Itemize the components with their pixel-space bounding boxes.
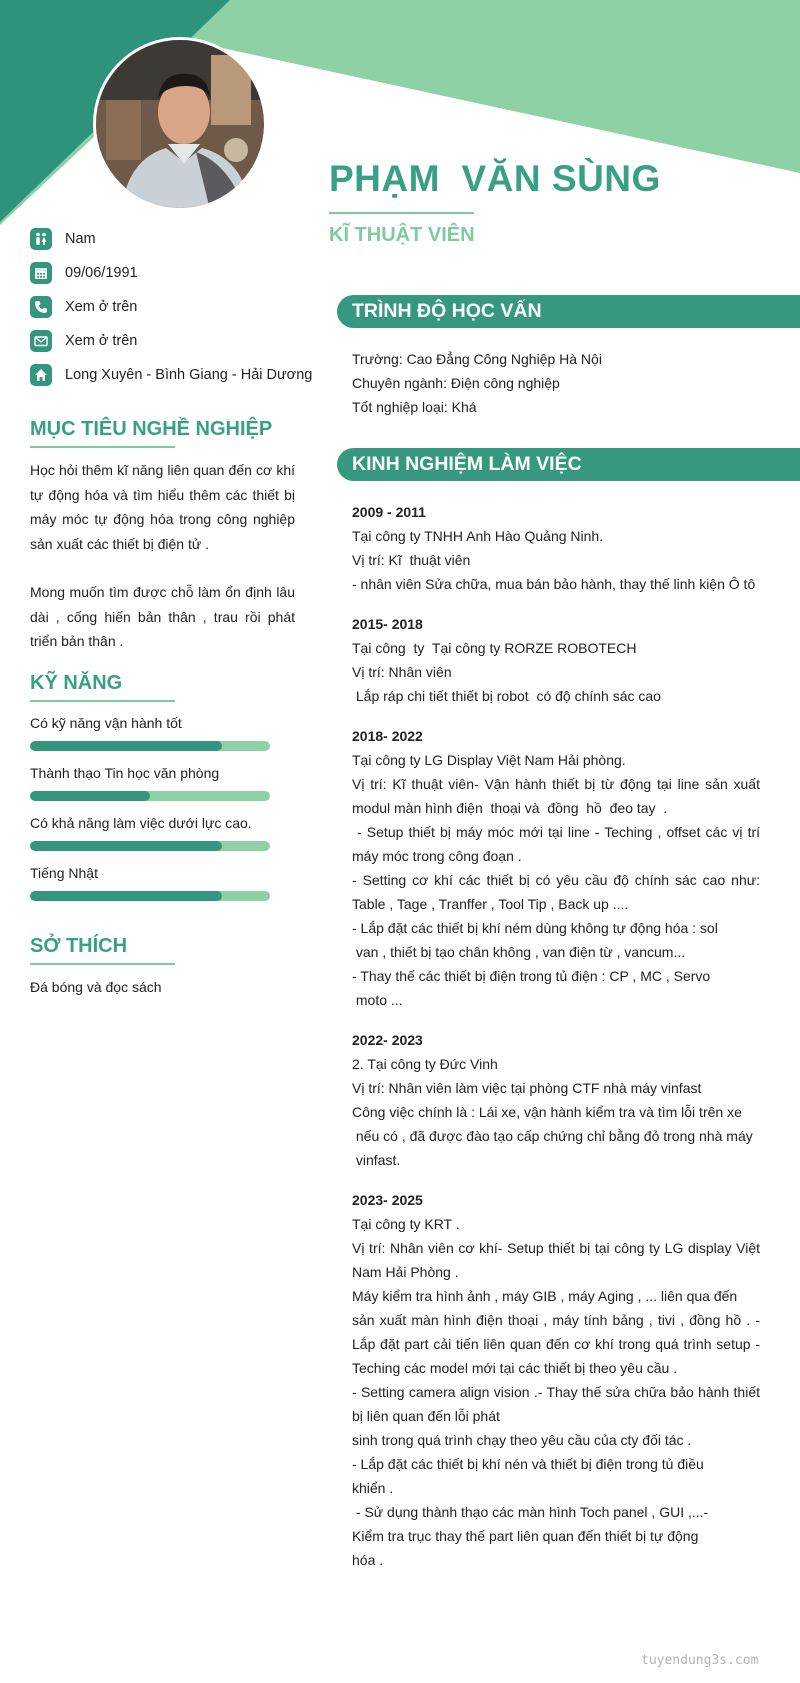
education-header: TRÌNH ĐỘ HỌC VẤN — [337, 295, 800, 328]
job-line: - Setup thiết bị máy móc mới tại line - Teching , offset các vị trí máy móc trong công đoạn . — [352, 824, 764, 864]
hobbies-text: Đá bóng và đọc sách — [30, 979, 162, 995]
job-line: hóa . — [352, 1552, 384, 1568]
job-line: Kiểm tra trục thay thế part liên quan đến thiết bị tự động — [352, 1528, 699, 1544]
experience-entry — [352, 500, 760, 596]
job-line: - Lắp đặt các thiết bị khí nén và thiết bị điện trong tủ điều — [352, 1456, 704, 1472]
contact-gender — [30, 222, 320, 256]
job-line: Vị trí: Nhân viên — [352, 664, 452, 680]
calendar-icon — [30, 262, 52, 284]
contact-email — [30, 324, 320, 358]
skill-item — [30, 863, 270, 913]
home-icon — [30, 364, 52, 386]
education-major: Chuyên ngành: Điện công nghiệp — [352, 375, 560, 391]
job-line: Vị trí: Nhân viên cơ khí- Setup thiết bị tại công ty LG display Việt Nam Hải Phòng . — [352, 1240, 764, 1280]
job-line: 2. Tại công ty Đức Vinh — [352, 1056, 498, 1072]
profile-photo — [93, 37, 267, 211]
skills-list — [30, 713, 270, 913]
skill-bar-fill — [30, 741, 222, 751]
job-line: - nhân viên Sửa chữa, mua bán bảo hành, thay thế linh kiện Ô tô — [352, 576, 756, 592]
skills-title: KỸ NĂNG — [30, 672, 123, 694]
contact-phone — [30, 290, 320, 324]
skill-bar — [30, 891, 270, 901]
job-line: nếu có , đã được đào tạo cấp chứng chỉ bằng đỏ trong nhà máy — [352, 1128, 753, 1144]
experience-entry — [352, 1188, 764, 1572]
job-line: Vị trí: Kĩ thuật viên- Vận hành thiết bị từ động tại line sản xuất modul màn hình điện thoại và đồng hồ đeo tay . — [352, 776, 764, 816]
objective-text-2: Mong muốn tìm được chỗ làm ổn định lâu dài , cống hiến bản thân , trau rồi phát triển bản thân . — [30, 584, 295, 649]
job-line: - Setting cơ khí các thiết bị có yêu cầu độ chính sác cao như: Table , Tage , Tranffer , Tool Tip , Back up .... — [352, 872, 764, 912]
job-line: - Sử dụng thành thạo các màn hình Toch panel , GUI ,...- — [352, 1504, 709, 1520]
job-line: moto ... — [352, 992, 403, 1008]
contact-email-text: Xem ở trên — [65, 333, 138, 349]
skill-label: Thành thạo Tin học văn phòng — [30, 765, 220, 781]
job-period: 2022- 2023 — [352, 1032, 423, 1048]
education-school: Trường: Cao Đẳng Công Nghiệp Hà Nội — [352, 351, 602, 367]
job-line: Tại công ty Tại công ty RORZE ROBOTECH — [352, 640, 637, 656]
job-line: Vị trí: Nhân viên làm việc tại phòng CTF nhà máy vinfast — [352, 1080, 702, 1096]
education-details — [352, 347, 602, 419]
contact-address — [30, 358, 320, 392]
gender-icon — [30, 228, 52, 250]
skill-bar-fill — [30, 841, 222, 851]
job-line: vinfast. — [352, 1152, 401, 1168]
job-period: 2023- 2025 — [352, 1192, 423, 1208]
job-period: 2015- 2018 — [352, 616, 423, 632]
hobbies-underline — [30, 963, 175, 965]
skill-bar-fill — [30, 891, 222, 901]
experience-header: KINH NGHIỆM LÀM VIỆC — [337, 448, 800, 481]
job-line: van , thiết bị tạo chân không , van điện từ , vancum... — [352, 944, 686, 960]
name-underline — [329, 212, 474, 214]
job-period: 2009 - 2011 — [352, 504, 426, 520]
objective-text: Học hỏi thêm kĩ năng liên quan đến cơ khí tự động hóa và tìm hiểu thêm các thiết bị máy móc tự động hóa trong công nghiệp sản xuất các thiết bị điện tử . — [30, 462, 295, 552]
skill-bar-fill — [30, 791, 150, 801]
job-line: - Lắp đặt các thiết bị khí ném dùng không tự động hóa : sol — [352, 920, 718, 936]
contact-phone-text: Xem ở trên — [65, 299, 138, 315]
skill-item — [30, 713, 270, 763]
hobbies-title: SỞ THÍCH — [30, 935, 128, 957]
skill-label: Tiếng Nhật — [30, 865, 98, 881]
objective-title: MỤC TIÊU NGHỀ NGHIỆP — [30, 418, 273, 440]
contact-birthday — [30, 256, 320, 290]
job-title: KĨ THUẬT VIÊN — [329, 224, 475, 246]
job-line: - Thay thế các thiết bị điện trong tủ điện : CP , MC , Servo — [352, 968, 711, 984]
job-line: Vị trí: Kĩ thuật viên — [352, 552, 471, 568]
skill-item — [30, 763, 270, 813]
contact-list — [30, 222, 320, 392]
experience-entry — [352, 724, 764, 1012]
skill-item — [30, 813, 270, 863]
job-line: Công việc chính là : Lái xe, vận hành kiểm tra và tìm lỗi trên xe — [352, 1104, 742, 1120]
job-line: Tại công ty TNHH Anh Hào Quảng Ninh. — [352, 528, 604, 544]
job-line: sinh trong quá trình chạy theo yêu cầu của cty đối tác . — [352, 1432, 692, 1448]
experience-entry — [352, 612, 760, 708]
candidate-name: PHẠM VĂN SÙNG — [329, 158, 661, 199]
job-line: Lắp ráp chi tiết thiết bị robot có độ chính sác cao — [352, 688, 661, 704]
experience-list — [352, 500, 764, 1588]
contact-gender-text: Nam — [65, 231, 96, 247]
education-grade: Tốt nghiệp loại: Khá — [352, 399, 477, 415]
job-line: Máy kiểm tra hình ảnh , máy GIB , máy Aging , ... liên qua đến — [352, 1288, 738, 1304]
job-line: - Setting camera align vision .- Thay thế sửa chữa bảo hành thiết bị liên quan đến lỗi phát — [352, 1384, 764, 1424]
contact-birthday-text: 09/06/1991 — [65, 265, 138, 281]
watermark: tuyendung3s.com — [641, 1653, 759, 1668]
job-line: Tại công ty LG Display Việt Nam Hải phòng. — [352, 752, 626, 768]
skill-label: Có khả năng làm việc dưới lực cao. — [30, 815, 252, 831]
skills-underline — [30, 700, 175, 702]
skill-bar — [30, 841, 270, 851]
job-line: Tại công ty KRT . — [352, 1216, 460, 1232]
job-line: khiển . — [352, 1480, 394, 1496]
contact-address-text: Long Xuyên - Bình Giang - Hải Dương — [65, 367, 313, 383]
experience-entry — [352, 1028, 760, 1172]
skill-label: Có kỹ năng vận hành tốt — [30, 715, 182, 731]
job-period: 2018- 2022 — [352, 728, 423, 744]
phone-icon — [30, 296, 52, 318]
email-icon — [30, 330, 52, 352]
skill-bar — [30, 741, 270, 751]
skill-bar — [30, 791, 270, 801]
objective-underline — [30, 446, 175, 448]
job-line: sản xuất màn hình điện thoại , máy tính bảng , tivi , đồng hồ . - Lắp đặt part cải tiến liên quan đến cơ khí trong quá trình setup - Teching các model mới tại các thiết bị theo yêu cầu . — [352, 1312, 764, 1376]
